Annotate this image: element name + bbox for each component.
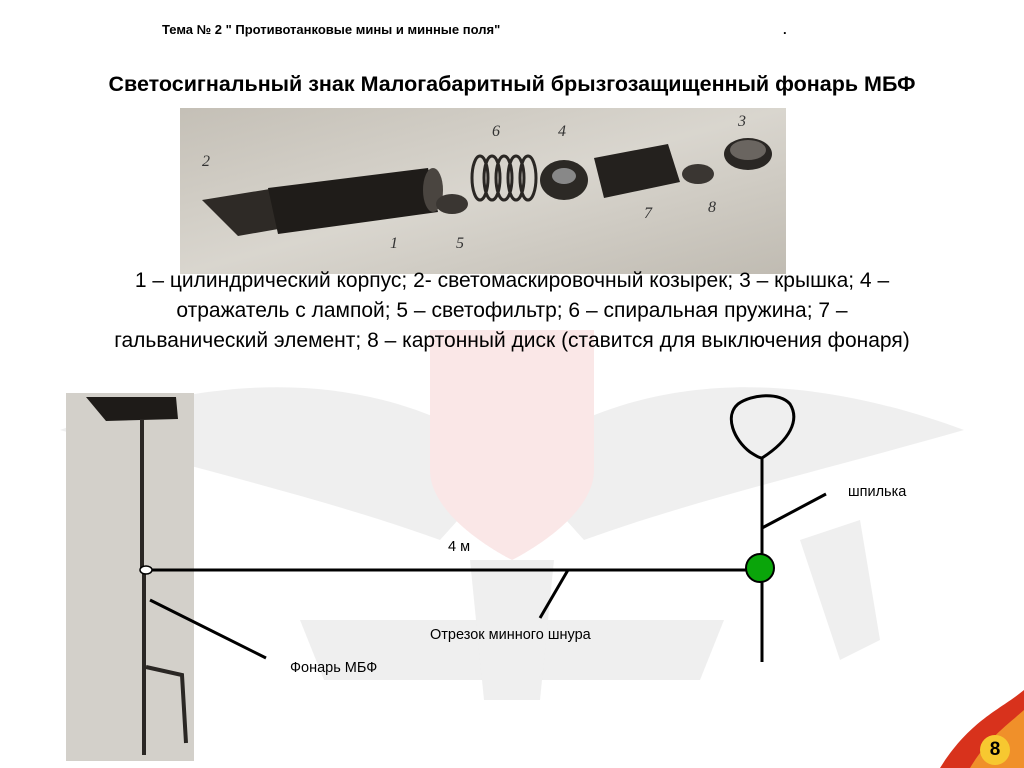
header-dot: . bbox=[783, 22, 787, 37]
callout-4: 4 bbox=[558, 123, 566, 140]
callout-5: 5 bbox=[456, 235, 464, 252]
distance-label: 4 м bbox=[448, 539, 471, 555]
callout-1: 1 bbox=[390, 235, 398, 252]
page-number: 8 bbox=[989, 739, 1001, 760]
junction-node bbox=[746, 554, 774, 582]
pin-pointer-line bbox=[762, 494, 826, 528]
pin-label: шпилька bbox=[848, 484, 907, 500]
callout-3: 3 bbox=[738, 113, 746, 130]
cord-label: Отрезок минного шнура bbox=[430, 627, 591, 643]
callout-6: 6 bbox=[492, 123, 500, 140]
legend-line-3: гальванический элемент; 8 – картонный диск (ставится для выключения фонаря) bbox=[114, 329, 910, 352]
callout-8: 8 bbox=[708, 199, 716, 216]
slide-title: Светосигнальный знак Малогабаритный брызгозащищенный фонарь МБФ bbox=[108, 72, 916, 96]
pin-loop bbox=[731, 396, 793, 458]
callout-7: 7 bbox=[644, 205, 652, 222]
lamp-label: Фонарь МБФ bbox=[290, 660, 378, 676]
topic-label: Тема № 2 " Противотанковые мины и минные поля" bbox=[162, 22, 501, 37]
legend-line-2: отражатель с лампой; 5 – светофильтр; 6 – спиральная пружина; 7 – bbox=[176, 299, 848, 322]
callout-2: 2 bbox=[202, 153, 210, 170]
lamp-pointer-line bbox=[150, 600, 266, 658]
cord-pointer-line bbox=[540, 570, 568, 618]
legend-line-1: 1 – цилиндрический корпус; 2- светомаскировочный козырек; 3 – крышка; 4 – bbox=[134, 269, 890, 292]
cord-attach-point bbox=[140, 566, 152, 574]
